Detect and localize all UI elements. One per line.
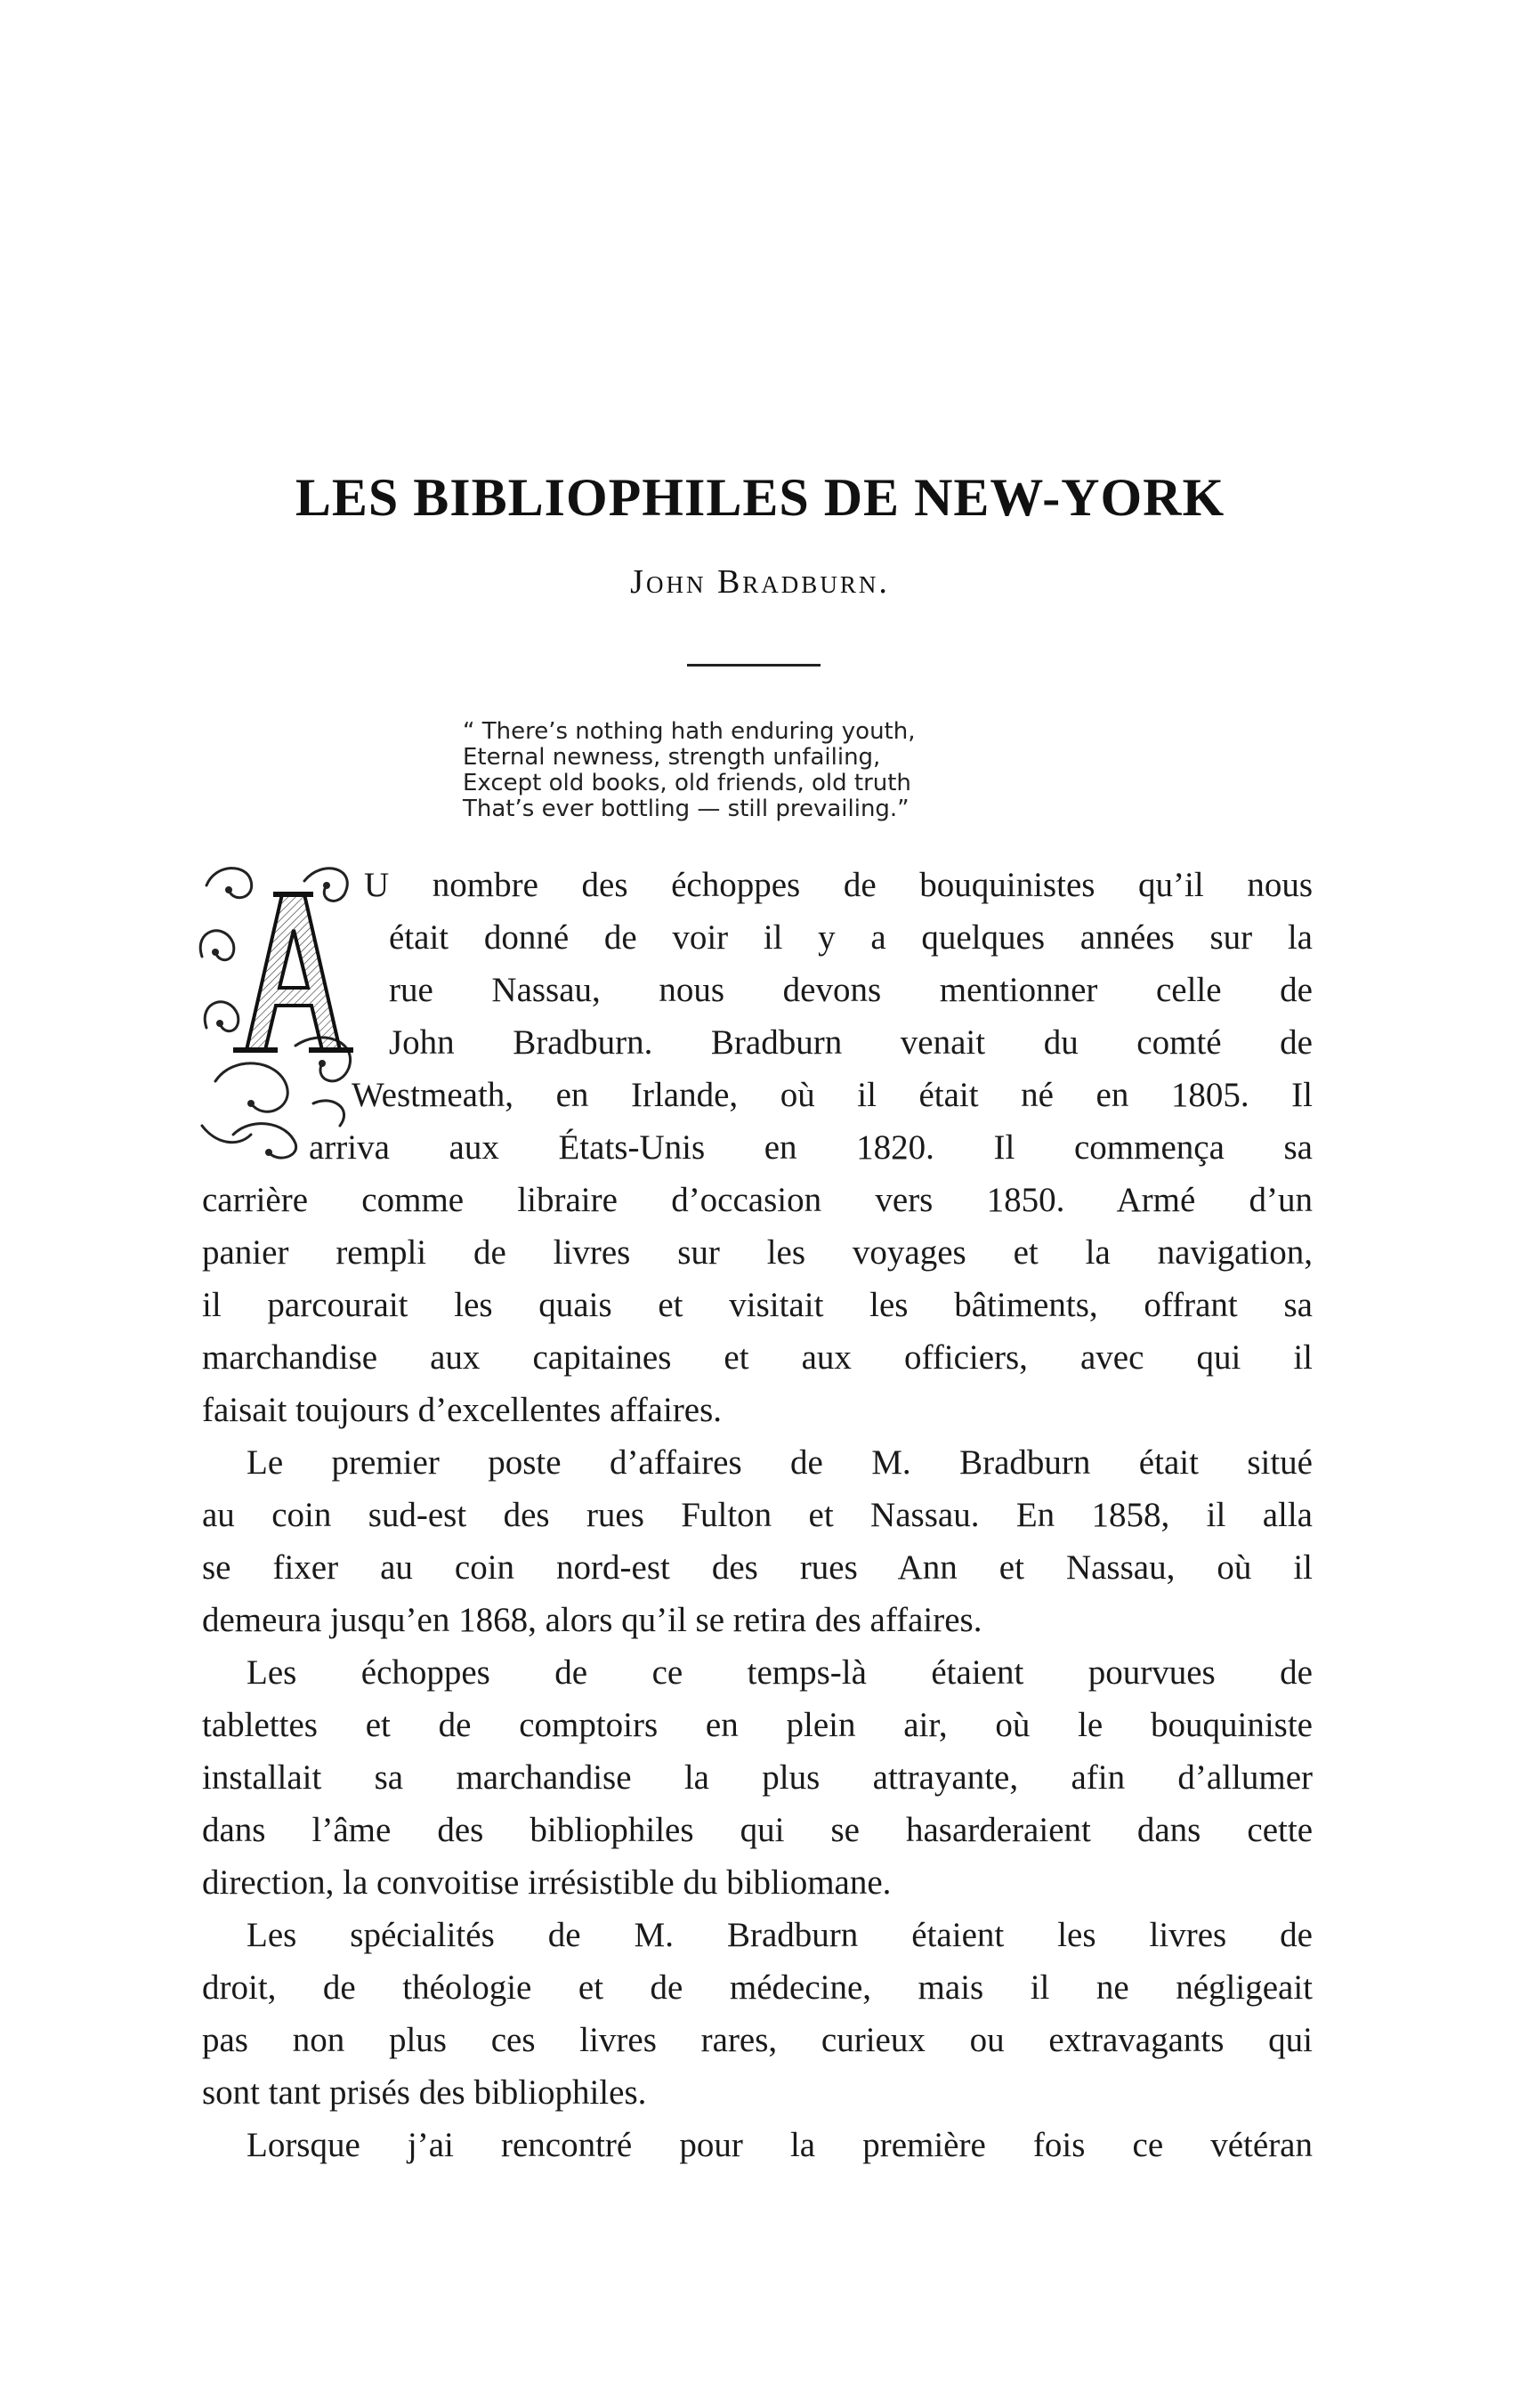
text-line: John Bradburn. Bradburn venait du comté de — [389, 1023, 1313, 1062]
title-divider — [687, 664, 821, 667]
page-title: LES BIBLIOPHILES DE NEW-YORK — [295, 468, 1225, 527]
text-line: Lorsque j’ai rencontré pour la première fois ce vétéran — [247, 2126, 1313, 2164]
paragraph — [202, 1909, 1313, 2119]
text-line: installait sa marchandise la plus attrayante, afin d’allumer — [202, 1758, 1313, 1797]
text-line: Les échoppes de ce temps-là étaient pourvues de — [247, 1653, 1313, 1692]
text-line: arriva aux États-Unis en 1820. Il commença sa — [309, 1128, 1313, 1167]
text-line: Westmeath, en Irlande, où il était né en 1805. Il — [352, 1076, 1313, 1114]
text-line: demeura jusqu’en 1868, alors qu’il se retira des affaires. — [202, 1601, 982, 1639]
text-line: pas non plus ces livres rares, curieux ou extravagants qui — [202, 2021, 1313, 2059]
text-line: sont tant prisés des bibliophiles. — [202, 2073, 647, 2112]
epigraph-line: That’s ever bottling — still prevailing.” — [463, 796, 910, 822]
paragraph — [202, 1646, 1313, 1909]
text-line: droit, de théologie et de médecine, mais il ne négligeait — [202, 1968, 1313, 2007]
text-line: direction, la convoitise irrésistible du bibliomane. — [202, 1863, 892, 1902]
text-line: tablettes et de comptoirs en plein air, où le bouquiniste — [202, 1706, 1313, 1744]
text-line: U nombre des échoppes de bouquinistes qu’il nous — [364, 866, 1313, 904]
author-name: John Bradburn. — [630, 563, 890, 601]
text-line: se fixer au coin nord-est des rues Ann et Nassau, où il — [202, 1548, 1313, 1587]
text-line: marchandise aux capitaines et aux officiers, avec qui il — [202, 1338, 1313, 1377]
paragraph — [202, 1436, 1313, 1646]
epigraph-line: “ There’s nothing hath enduring youth, — [463, 718, 916, 745]
epigraph-line: Eternal newness, strength unfailing, — [463, 744, 881, 771]
epigraph — [463, 719, 1104, 822]
text-line: au coin sud-est des rues Fulton et Nassau. En 1858, il alla — [202, 1496, 1313, 1534]
epigraph-line: Except old books, old friends, old truth — [463, 770, 911, 796]
text-line: Le premier poste d’affaires de M. Bradburn était situé — [247, 1443, 1313, 1482]
text-line: était donné de voir il y a quelques années sur la — [389, 918, 1313, 957]
text-line: panier rempli de livres sur les voyages et la navigation, — [202, 1233, 1313, 1272]
text-line: faisait toujours d’excellentes affaires. — [202, 1391, 723, 1429]
text-line: dans l’âme des bibliophiles qui se hasarderaient dans cette — [202, 1811, 1313, 1849]
paragraph — [202, 2119, 1313, 2171]
text-line: il parcourait les quais et visitait les bâtiments, offrant sa — [202, 1286, 1313, 1324]
text-line: Les spécialités de M. Bradburn étaient les livres de — [247, 1916, 1313, 1954]
paragraph — [202, 859, 1313, 1436]
body-text — [202, 859, 1313, 2171]
text-line: rue Nassau, nous devons mentionner celle de — [389, 971, 1313, 1009]
text-line: carrière comme libraire d’occasion vers 1850. Armé d’un — [202, 1181, 1313, 1219]
